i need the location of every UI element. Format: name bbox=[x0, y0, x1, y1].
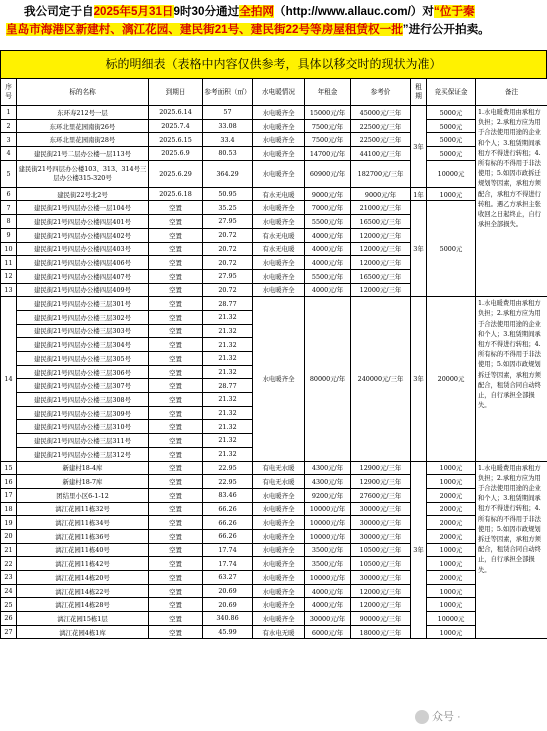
table-row: 22 漓江花园11栋42号 空置 17.74 水电暖齐全 3500元/年 10500元/三年 1000元 bbox=[1, 557, 547, 571]
lot-detail-table bbox=[0, 78, 547, 639]
table-row: 建民街21号四层办公楼三层309号 空置 21.32 bbox=[1, 406, 547, 420]
table-row: 20 漓江花园11栋36号 空置 66.26 水电暖齐全 10000元/年 30000元/三年 2000元 bbox=[1, 529, 547, 543]
auction-site-name: 全拍网 bbox=[239, 5, 275, 18]
table-row: 5 建民街21号四层办公楼103、313、314号三层办公楼315-320号 2025.6.29 364.29 水电暖齐全 60900元/年 182700元/三年 10000元 bbox=[1, 160, 547, 187]
col-header: 参考面积（㎡） bbox=[203, 79, 253, 106]
table-row: 27 漓江花园4栋1库 空置 45.99 有水电无暖 6000元/年 18000元/三年 1000元 bbox=[1, 625, 547, 639]
watermark: 众号 · bbox=[415, 708, 461, 724]
col-header: 租期 bbox=[411, 79, 427, 106]
col-header: 备注 bbox=[476, 79, 547, 106]
col-header: 年租金 bbox=[305, 79, 351, 106]
lease-term: 3年 bbox=[411, 461, 427, 639]
table-row: 建民街21号四层办公楼三层305号 空置 21.32 bbox=[1, 352, 547, 366]
auction-date: 2025年5月31日 bbox=[93, 5, 174, 18]
table-row: 26 漓江花园15栋1层 空置 340.86 水电暖齐全 30000元/年 90000元/三年 10000元 bbox=[1, 612, 547, 626]
auction-site-url[interactable]: （http://www.allauc.com/）对 bbox=[274, 5, 434, 18]
wechat-logo-icon bbox=[415, 710, 429, 724]
col-header: 到期日 bbox=[149, 79, 203, 106]
table-row: 16 新建村18-7库 空置 22.95 有电无水暖 4300元/年 12900元/三年 1000元 bbox=[1, 475, 547, 489]
remarks-note: 1.水电暖费用由承租方负担；2.承租方应为用于合法使用用途的企业和个人；3.租赁期间承租方不得进行转租；4.所有标的不得用于非法使用；5.如因市政规划拆迁等因素，承租方须配合，租赁合同自动终止，自行承担全部损失。 bbox=[476, 461, 547, 639]
table-row: 建民街21号四层办公楼三层311号 空置 21.32 bbox=[1, 434, 547, 448]
table-row: 建民街21号四层办公楼三层308号 空置 21.32 bbox=[1, 393, 547, 407]
table-row: 11 建民街21号四层办公楼四层406号 空置 20.72 水电暖齐全 4000元/年 12000元/三年 bbox=[1, 256, 547, 270]
table-row: 17 团结里小区6-1-12 空置 83.46 水电暖齐全 9200元/年 27600元/三年 2000元 bbox=[1, 488, 547, 502]
table-row: 19 漓江花园11栋34号 空置 66.26 水电暖齐全 10000元/年 30000元/三年 2000元 bbox=[1, 516, 547, 530]
col-header: 序号 bbox=[1, 79, 17, 106]
lot-number: 14 bbox=[1, 297, 17, 461]
table-row: 9 建民街21号四层办公楼四层402号 空置 20.72 有水无电暖 4000元/年 12000元/三年 bbox=[1, 228, 547, 242]
table-row: 建民街21号四层办公楼三层312号 空置 21.32 bbox=[1, 447, 547, 461]
remarks-note: 1.水电暖费用由承租方负担；2.承租方应为用于合法使用用途的企业和个人；3.租赁期间承租方不得进行转租；4.所有标的不得用于非法使用；5.如因市政拆迁规划等因素，承租方须配合，承租方不得进行转租。遇乙方承担主张收回之日起终止，自行承担全部损失。 bbox=[476, 106, 547, 297]
table-row: 2 东环北里花园南街26号 2025.7.4 33.08 水电暖齐全 7500元/年 22500元/三年 5000元 bbox=[1, 119, 547, 133]
table-row: 3 东环北里花园南街28号 2025.6.15 33.4 水电暖齐全 7500元/年 22500元/三年 5000元 bbox=[1, 133, 547, 147]
col-header: 竞买保证金 bbox=[427, 79, 476, 106]
table-row: 建民街21号四层办公楼三层306号 空置 21.32 bbox=[1, 365, 547, 379]
table-row: 建民街21号四层办公楼三层303号 空置 21.32 bbox=[1, 324, 547, 338]
col-header: 水电暖情况 bbox=[253, 79, 305, 106]
table-row: 14 建民街21号四层办公楼三层301号 空置 28.77 水电暖齐全 80000元/年 240000元/三年 3年 20000元 1.水电暖费用由承租方负担；2.承租方应为用于合法使用用途的企业和个人；3.租赁期间承租方不得进行转租；4.所有标的不得用于非法使用；5.如因市政规划拆迁等因素，承租方须配合，租赁合同自动终止，自行承担全部损失。 bbox=[1, 297, 547, 311]
table-row: 建民街21号四层办公楼三层310号 空置 21.32 bbox=[1, 420, 547, 434]
auction-announcement: 我公司定于自2025年5月31日9时30分通过全拍网（http://www.allauc.com/）对“位于秦 皇岛市海港区新建村、漓江花园、建民街21号、建民街22号等房屋租赁权一批”进行公开拍卖。 bbox=[6, 5, 490, 36]
table-row: 1 东环寿212号一层 2025.6.14 57 水电暖齐全 15000元/年 45000元/三年 3年 5000元 1.水电暖费用由承租方负担；2.承租方应为用于合法使用用途的企业和个人；3.租赁期间承租方不得进行转租；4.所有标的不得用于非法使用；5.如因市政拆迁规划等因素，承租方须配合，承租方不得进行转租。遇乙方承担主张收回之日起终止，自行承担全部损失。 bbox=[1, 106, 547, 120]
header-row bbox=[1, 79, 547, 106]
table-row: 4 建民街21号二层办公楼一层113号 2025.6.9 80.53 水电暖齐全 14700元/年 44100元/三年 5000元 bbox=[1, 147, 547, 161]
lease-term: 3年 bbox=[411, 297, 427, 461]
table-row: 18 漓江花园11栋32号 空置 66.26 水电暖齐全 10000元/年 30000元/三年 2000元 bbox=[1, 502, 547, 516]
col-header: 标的名称 bbox=[17, 79, 149, 106]
table-row: 8 建民街21号四层办公楼四层401号 空置 27.95 水电暖齐全 5500元/年 16500元/三年 bbox=[1, 215, 547, 229]
table-row: 25 漓江花园14栋28号 空置 20.69 水电暖齐全 4000元/年 12000元/三年 1000元 bbox=[1, 598, 547, 612]
auction-subject: 皇岛市海港区新建村、漓江花园、建民街21号、建民街22号等房屋租赁权一批 bbox=[6, 23, 403, 36]
lease-term: 1年 bbox=[411, 187, 427, 201]
table-row: 建民街21号四层办公楼三层302号 空置 21.32 bbox=[1, 310, 547, 324]
table-row: 建民街21号四层办公楼三层307号 空置 28.77 bbox=[1, 379, 547, 393]
deposit: 20000元 bbox=[427, 297, 476, 461]
deposit: 5000元 bbox=[427, 201, 476, 297]
table-row: 13 建民街21号四层办公楼四层409号 空置 20.72 水电暖齐全 4000元/年 12000元/三年 bbox=[1, 283, 547, 297]
remarks-note: 1.水电暖费用由承租方负担；2.承租方应为用于合法使用用途的企业和个人；3.租赁期间承租方不得进行转租；4.所有标的不得用于非法使用；5.如因市政规划拆迁等因素，承租方须配合，租赁合同自动终止，自行承担全部损失。 bbox=[476, 297, 547, 461]
table-row: 10 建民街21号四层办公楼四层403号 空置 20.72 有水无电暖 4000元/年 12000元/三年 bbox=[1, 242, 547, 256]
table-row: 12 建民街21号四层办公楼四层407号 空置 27.95 水电暖齐全 5500元/年 16500元/三年 bbox=[1, 269, 547, 283]
table-row: 6 建民街22号北2号 2025.6.18 50.95 有水无电暖 9000元/年 9000元/年 1年 1000元 bbox=[1, 187, 547, 201]
lease-term: 3年 bbox=[411, 106, 427, 188]
table-row: 24 漓江花园14栋22号 空置 20.69 水电暖齐全 4000元/年 12000元/三年 1000元 bbox=[1, 584, 547, 598]
table-row: 7 建民街21号四层办公楼一层104号 空置 35.25 水电暖齐全 7000元/年 21000元/三年 3年 5000元 bbox=[1, 201, 547, 215]
table-row: 21 漓江花园11栋40号 空置 17.74 水电暖齐全 3500元/年 10500元/三年 1000元 bbox=[1, 543, 547, 557]
lease-term: 3年 bbox=[411, 201, 427, 297]
col-header: 参考价 bbox=[351, 79, 411, 106]
table-row: 15 新建村18-4库 空置 22.95 有电无水暖 4300元/年 12900元/三年 3年 1000元 1.水电暖费用由承租方负担；2.承租方应为用于合法使用用途的企业和个人；3.租赁期间承租方不得进行转租；4.所有标的不得用于非法使用；5.如因市政规划拆迁等因素，承租方须配合，租赁合同自动终止，自行承担全部损失。 bbox=[1, 461, 547, 475]
table-row: 23 漓江花园14栋20号 空置 63.27 水电暖齐全 10000元/年 30000元/三年 2000元 bbox=[1, 571, 547, 585]
table-row: 建民街21号四层办公楼三层304号 空置 21.32 bbox=[1, 338, 547, 352]
table-title: 标的明细表（表格中内容仅供参考，具体以移交时的现状为准） bbox=[0, 50, 547, 78]
